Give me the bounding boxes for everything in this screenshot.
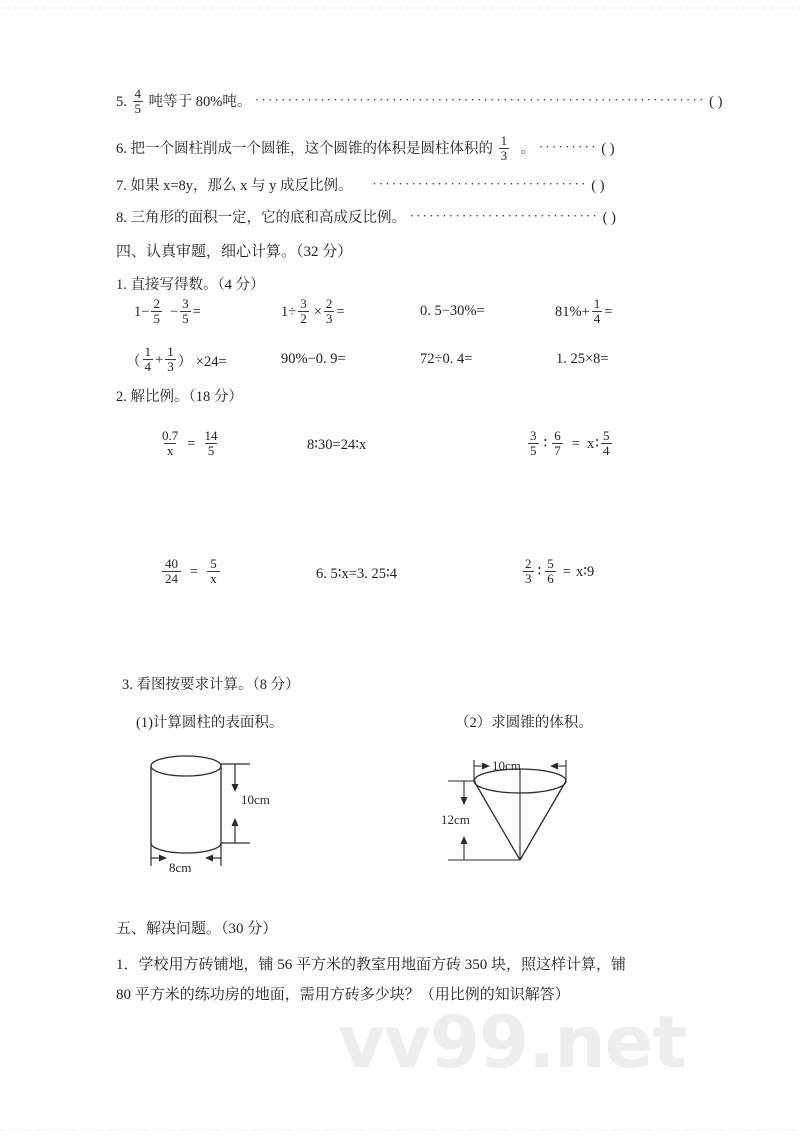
cylinder-figure [138, 750, 288, 880]
proportion-item-2-3: $\frac{2}{3}$ ∶ $\frac{5}{6}$ = x∶9 [525, 556, 595, 587]
fraction-5-x: $\frac{5}{x}$ [207, 557, 220, 586]
calc-item-1-1: 1 − $\frac{2}{5}$ − $\frac{3}{5}$ = [134, 296, 201, 327]
cylinder-height-label: 10cm [241, 792, 270, 807]
item-text-after: 。 [520, 140, 536, 157]
item-text: 吨等于 80%吨。 [148, 93, 252, 110]
section-five-question-1-line-2: 80 平方米的练功房的地面，需用方砖多少块？（用比例的知识解答） [116, 987, 570, 1003]
proportion-item-1-1: $\frac{0.7}{x}$ = $\frac{14}{5}$ [157, 430, 222, 459]
question-3-sub-1: (1)计算圆柱的表面积。 [136, 715, 284, 731]
leader-dots: ····························· [409, 208, 599, 223]
question-3-sub-2: （2）求圆锥的体积。 [455, 715, 593, 731]
cone-diameter-label: 10cm [492, 758, 521, 773]
fraction-2-5: $\frac{2}{5}$ [153, 296, 160, 327]
item-text-before: 把一个圆柱削成一个圆锥，这个圆锥的体积是圆柱体积的 [130, 140, 493, 157]
truefalse-item-5 [116, 88, 722, 117]
calc-item-2-2: 90%−0. 9= [281, 351, 346, 367]
proportion-item-2-2: 6. 5∶x=3. 25∶4 [316, 566, 397, 582]
question-1-title: 1. 直接写得数。（4 分） [116, 277, 265, 293]
answer-blank[interactable]: ( ) [601, 140, 615, 157]
truefalse-item-6 [116, 135, 615, 164]
fraction-1-3: $\frac{1}{3}$ [167, 344, 174, 375]
fraction-3-5: $\frac{3}{5}$ [182, 296, 189, 327]
calc-item-2-1: （ $\frac{1}{4}$ + $\frac{1}{3}$ ） ×24= [126, 344, 227, 375]
fraction-14-5: $\frac{14}{5}$ [204, 428, 218, 459]
cone-figure [440, 748, 620, 880]
question-3-title: 3. 看图按要求计算。（8 分） [122, 677, 300, 693]
scan-edge-bottom [0, 1129, 800, 1131]
scan-edge-top [0, 7, 800, 9]
item-number: 8. [116, 210, 127, 226]
item-text: 如果 x=8y，那么 x 与 y 成反比例。 [130, 178, 353, 194]
leader-dots: ········· [538, 138, 598, 154]
fraction-1-4: $\frac{1}{4}$ [593, 296, 601, 327]
fraction-4-5: $\frac{4}{5}$ [134, 86, 141, 117]
calc-item-1-3: 0. 5−30%= [420, 303, 485, 319]
cylinder-diameter-label: 8cm [169, 860, 192, 875]
answer-blank[interactable]: ( ) [602, 210, 616, 226]
cone-height-label: 12cm [441, 812, 470, 827]
calc-item-1-4: 81% + $\frac{1}{4}$ = [555, 296, 613, 327]
proportion-item-1-2: 8∶30=24∶x [307, 437, 367, 453]
calc-item-2-4: 1. 25×8= [556, 351, 609, 367]
item-number: 7. [116, 178, 127, 194]
truefalse-item-8 [116, 209, 616, 226]
proportion-item-2-1: $\frac{40}{24}$ = $\frac{5}{x}$ [160, 558, 222, 587]
fraction-40-24: $\frac{40}{24}$ [162, 557, 181, 586]
fraction-1-4: $\frac{1}{4}$ [144, 344, 151, 375]
leader-dots: ································· [372, 176, 588, 191]
cylinder-drawing [138, 750, 288, 880]
fraction-0.7-x: $\frac{0.7}{x}$ [162, 428, 179, 459]
fraction-2-3: $\frac{2}{3}$ [325, 296, 333, 327]
section-five-title: 五、解决问题。（30 分） [116, 921, 278, 937]
fraction-5-4: $\frac{5}{4}$ [603, 428, 610, 459]
item-number: 5. [116, 93, 127, 110]
truefalse-item-7 [116, 177, 605, 194]
item-number: 6. [116, 140, 127, 157]
answer-blank[interactable]: ( ) [591, 178, 605, 194]
question-2-title: 2. 解比例。（18 分） [116, 389, 243, 405]
fraction-2-3: $\frac{2}{3}$ [525, 556, 532, 587]
calc-item-1-2: 1 ÷ $\frac{3}{2}$ × $\frac{2}{3}$ = [281, 296, 345, 327]
leader-dots: ····································································· [254, 91, 706, 107]
fraction-3-2: $\frac{3}{2}$ [300, 296, 307, 327]
fraction-3-5: $\frac{3}{5}$ [530, 428, 537, 459]
section-five-question-1-line-1: 1．学校用方砖铺地，铺 56 平方米的教室用地面方砖 350 块，照这样计算，铺 [116, 957, 627, 973]
site-watermark: vv99.net [338, 1000, 686, 1084]
proportion-item-1-3: $\frac{3}{5}$ ∶ $\frac{6}{7}$ = x ∶ $\frac{5}{4}$ [530, 428, 610, 459]
item-text: 三角形的面积一定，它的底和高成反比例。 [130, 210, 406, 226]
fraction-5-6: $\frac{5}{6}$ [547, 556, 554, 587]
calc-item-2-3: 72÷0. 4= [420, 351, 473, 367]
fraction-6-7: $\frac{6}{7}$ [554, 428, 561, 459]
answer-blank[interactable]: ( ) [709, 93, 723, 110]
fraction-1-3: $\frac{1}{3}$ [500, 133, 508, 164]
section-four-title: 四、认真审题，细心计算。（32 分） [116, 244, 353, 260]
